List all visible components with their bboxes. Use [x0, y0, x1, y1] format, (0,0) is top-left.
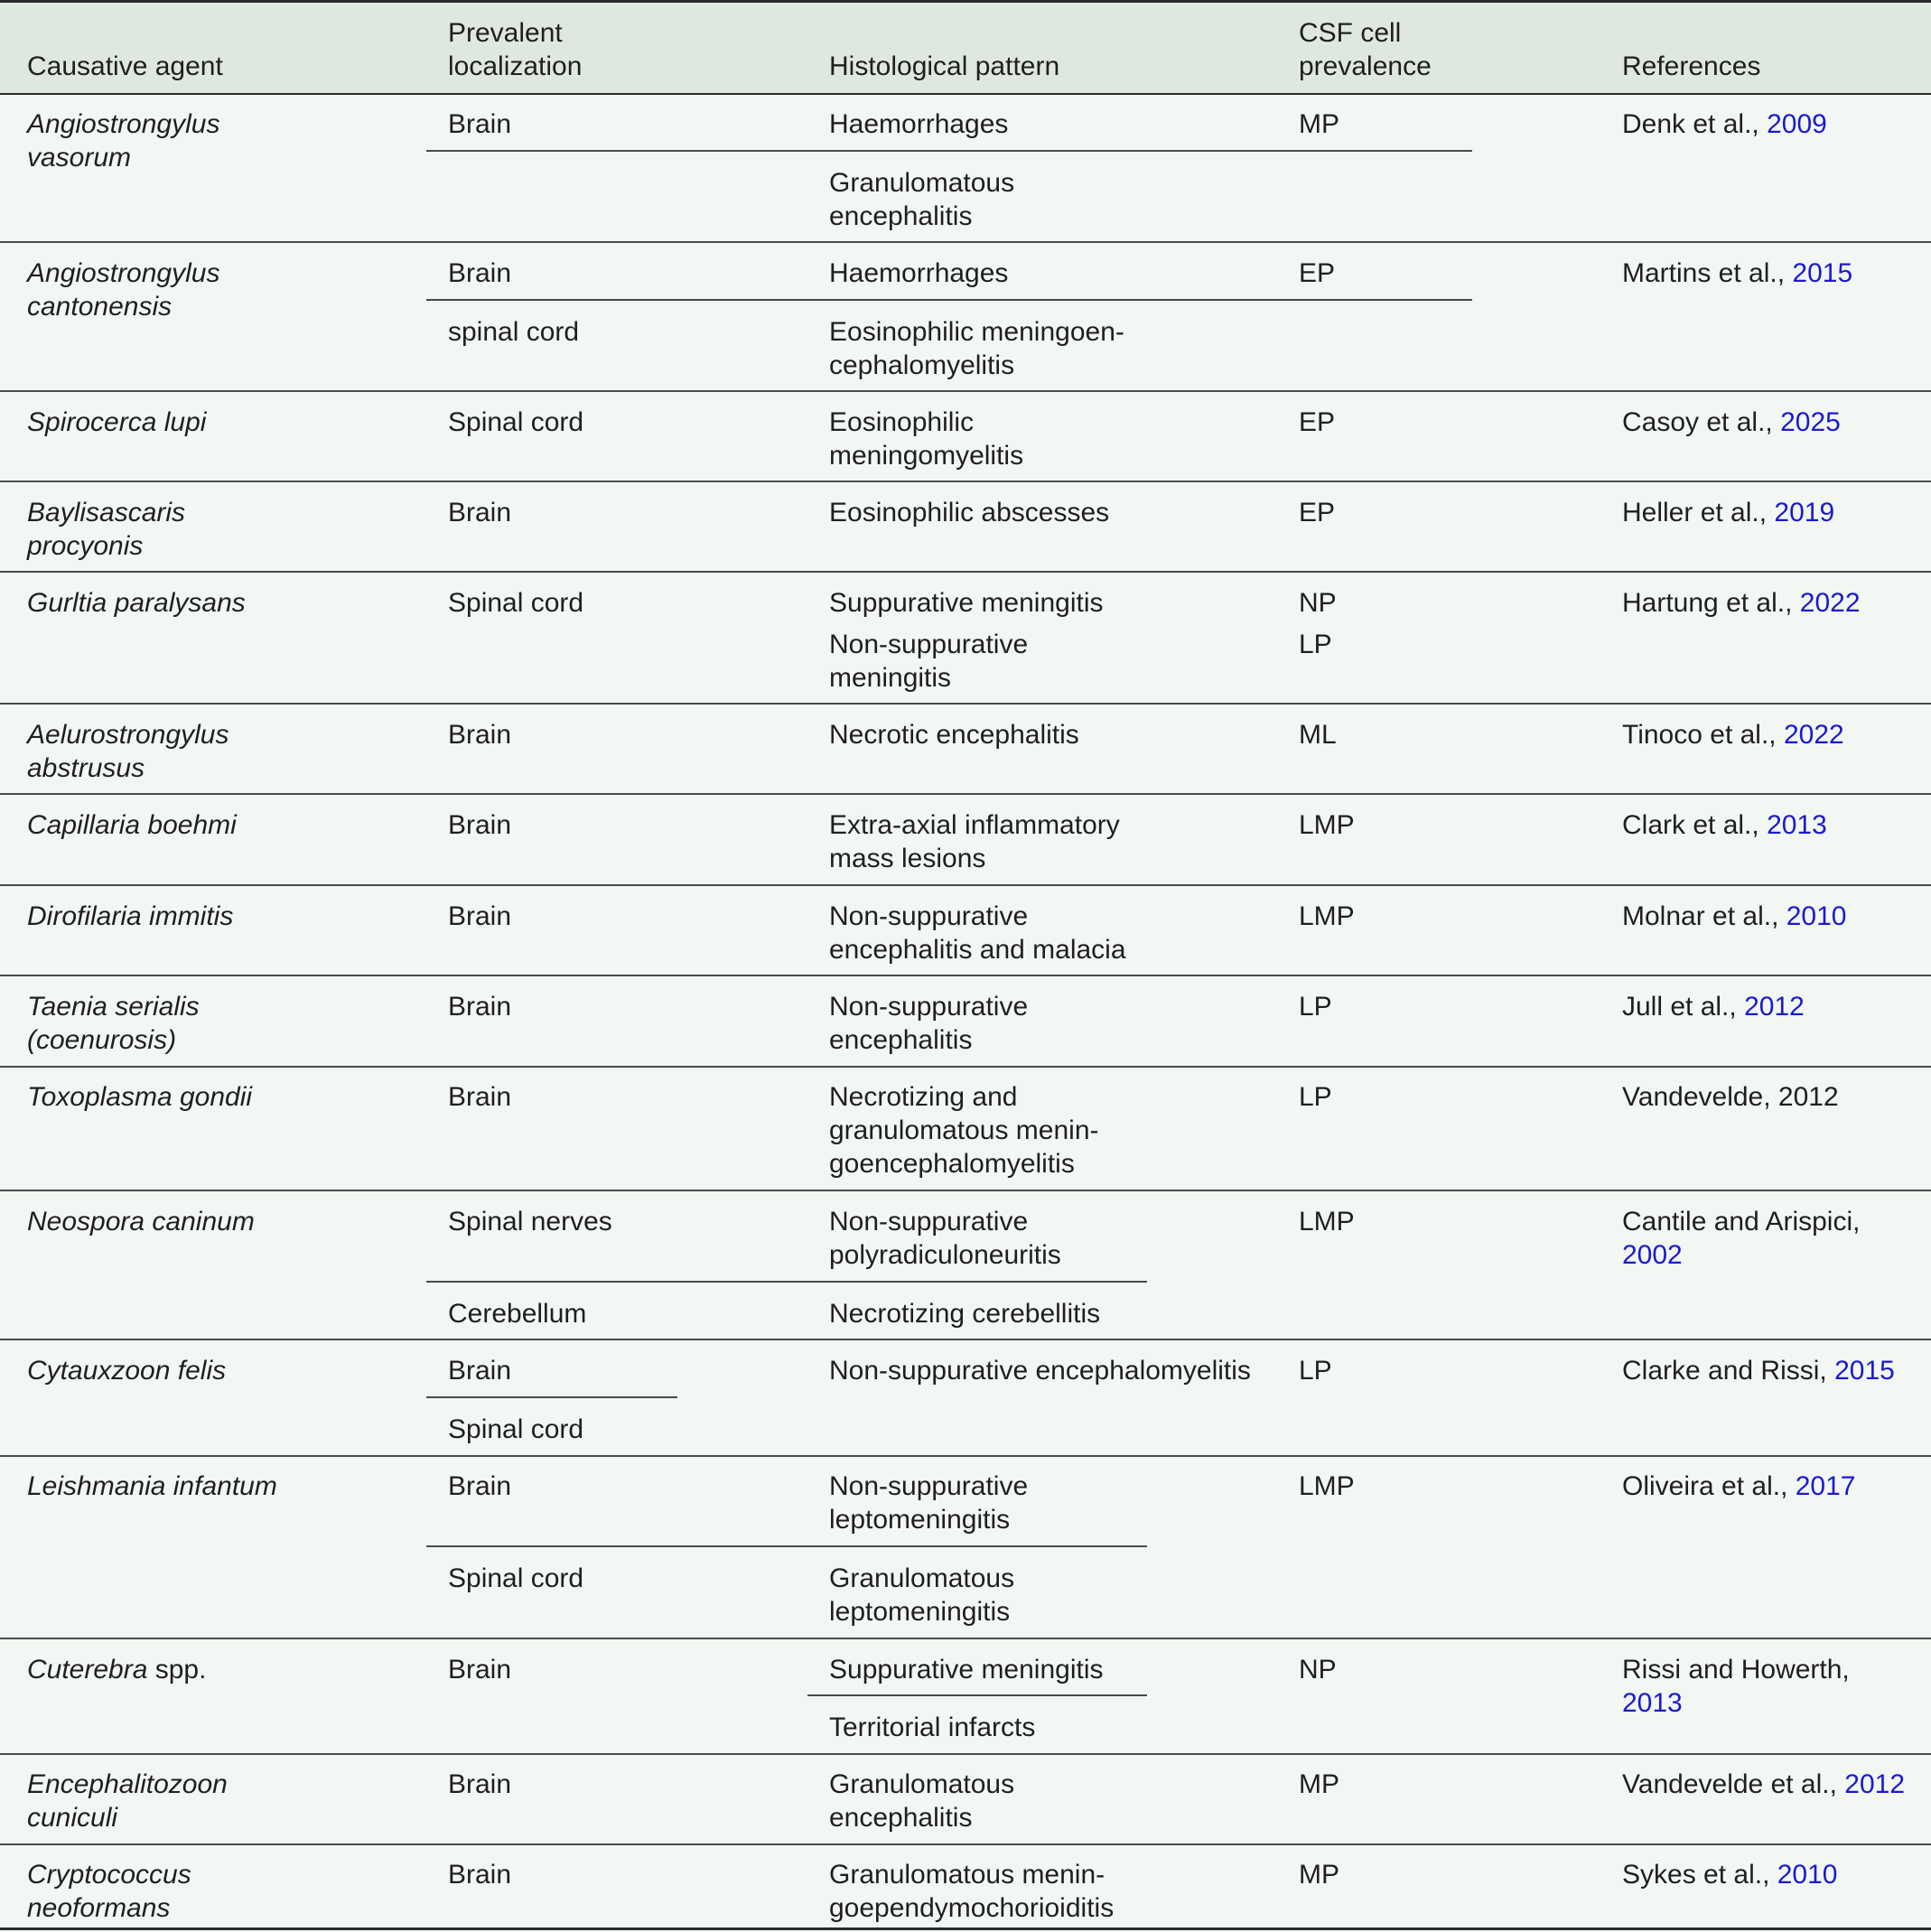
pattern-cell: Necrotic encephalitis [829, 720, 1079, 750]
csf-cell: LMP [1299, 810, 1355, 840]
reference-author: Molnar et al., [1622, 901, 1786, 931]
reference-cell [1622, 1354, 1895, 1387]
sub-divider [426, 1281, 1147, 1283]
csf-cell: EP [1299, 498, 1336, 527]
localization-cell: Brain [448, 258, 512, 288]
localization-cell: Spinal nerves [448, 1207, 612, 1237]
sub-divider [426, 150, 1472, 152]
localization-cell: Spinal cord [448, 407, 584, 437]
pattern-cell: Suppurative meningitis [829, 588, 1104, 618]
agent-name: Aelurostrongylus abstrusus [27, 720, 229, 783]
reference-year-link[interactable]: 2025 [1780, 407, 1841, 437]
agent-name: Angiostrongylus vasorum [27, 109, 220, 173]
row-divider [0, 1455, 1931, 1457]
reference-author: Casoy et al., [1622, 407, 1781, 437]
pattern-cell: Non-suppurative meningitis [829, 630, 1029, 693]
localization-cell: Brain [448, 498, 512, 527]
header-prevalent-localization: Prevalent localization [448, 18, 583, 81]
csf-cell: MP [1299, 1769, 1339, 1799]
header-csf-cell-prevalence: CSF cell prevalence [1299, 18, 1432, 81]
reference-year-link[interactable]: 2022 [1799, 588, 1861, 618]
reference-author: Cantile and Arispici, [1622, 1207, 1861, 1237]
reference-author: Martins et al., [1622, 258, 1793, 288]
reference-author: Tinoco et al., [1622, 720, 1784, 750]
pattern-cell: Suppurative meningitis [829, 1655, 1104, 1685]
agent-genus: Cuterebra [27, 1655, 148, 1685]
reference-year-link[interactable]: 2015 [1792, 258, 1853, 288]
reference-cell [1622, 718, 1844, 751]
reference-cell [1622, 1080, 1839, 1114]
reference-cell [1622, 990, 1805, 1023]
localization-cell: Spinal cord [448, 1414, 584, 1444]
table-header [0, 3, 1931, 95]
reference-cell [1622, 257, 1852, 290]
row-divider [0, 571, 1931, 573]
table-bottom-rule [0, 1927, 1931, 1930]
localization-cell: Brain [448, 109, 512, 139]
reference-cell [1622, 808, 1827, 842]
reference-year-link[interactable]: 2013 [1622, 1688, 1683, 1718]
row-divider [0, 1753, 1931, 1755]
sub-divider [807, 1694, 1147, 1696]
reference-author: Clark et al., [1622, 810, 1768, 840]
localization-cell: Brain [448, 992, 512, 1022]
csf-cell: LP [1299, 630, 1332, 659]
reference-year-link[interactable]: 2015 [1834, 1356, 1895, 1386]
csf-cell: MP [1299, 1860, 1339, 1890]
pattern-cell: Non-suppurative encephalitis [829, 992, 1029, 1055]
pattern-cell: Extra-axial inflammatory mass lesions [829, 810, 1120, 873]
reference-year-link[interactable]: 2017 [1795, 1471, 1856, 1501]
reference-year-link[interactable]: 2012 [1844, 1769, 1906, 1799]
csf-cell: LMP [1299, 1471, 1355, 1501]
row-divider [0, 481, 1931, 482]
reference-author: Rissi and Howerth, [1622, 1655, 1850, 1685]
agent-name: Spirocerca lupi [27, 407, 207, 437]
reference-author: Hartung et al., [1622, 588, 1800, 618]
reference-year-link[interactable]: 2010 [1777, 1860, 1838, 1890]
reference-cell [1622, 496, 1834, 529]
pattern-cell: Necrotizing and granulomatous menin- goencephalomyelitis [829, 1082, 1099, 1179]
row-divider [0, 1339, 1931, 1340]
reference-cell [1622, 107, 1827, 141]
row-divider [0, 703, 1931, 705]
pattern-cell: Non-suppurative encephalitis and malacia [829, 901, 1126, 965]
reference-cell [1622, 1205, 1860, 1272]
agent-name: Gurltia paralysans [27, 588, 246, 618]
row-divider [0, 390, 1931, 392]
reference-author: Vandevelde et al., [1622, 1769, 1845, 1799]
reference-cell [1622, 1470, 1855, 1503]
pattern-cell: Non-suppurative leptomeningitis [829, 1471, 1029, 1535]
agent-name: Angiostrongylus cantonensis [27, 258, 220, 322]
csf-cell: EP [1299, 407, 1336, 437]
reference-cell [1622, 900, 1847, 933]
agent-name: Capillaria boehmi [27, 810, 237, 840]
agent-name: Leishmania infantum [27, 1471, 277, 1501]
header-histological-pattern: Histological pattern [829, 51, 1060, 81]
reference-year-link[interactable]: 2019 [1774, 498, 1835, 527]
csf-cell: NP [1299, 1655, 1337, 1685]
reference-year-link[interactable]: 2009 [1767, 109, 1827, 139]
agent-name: Encephalitozoon cuniculi [27, 1769, 228, 1833]
localization-cell: Brain [448, 720, 512, 750]
pattern-cell: Haemorrhages [829, 258, 1009, 288]
reference-cell [1622, 1858, 1838, 1891]
header-causative-agent: Causative agent [27, 51, 223, 81]
localization-cell: Cerebellum [448, 1299, 587, 1329]
localization-cell: Brain [448, 1471, 512, 1501]
agent-name [27, 1653, 206, 1686]
agent-suffix: spp. [147, 1655, 207, 1685]
agent-name: Baylisascaris procyonis [27, 498, 186, 561]
reference-author: Heller et al., [1622, 498, 1775, 527]
localization-cell: Brain [448, 1356, 512, 1386]
agent-name: Neospora caninum [27, 1207, 255, 1237]
pattern-cell: Granulomatous encephalitis [829, 1769, 1015, 1833]
header-references: References [1622, 51, 1761, 81]
pattern-cell: Territorial infarcts [829, 1713, 1036, 1742]
pattern-cell: Eosinophilic abscesses [829, 498, 1110, 527]
localization-cell: Brain [448, 901, 512, 931]
csf-cell: LP [1299, 1082, 1332, 1112]
row-divider [0, 793, 1931, 795]
localization-cell: Brain [448, 1655, 512, 1685]
pattern-cell: Granulomatous encephalitis [829, 168, 1015, 231]
reference-cell [1622, 1653, 1850, 1720]
csf-cell: LMP [1299, 1207, 1355, 1237]
csf-cell: LMP [1299, 901, 1355, 931]
reference-author: Jull et al., [1622, 992, 1745, 1022]
pattern-cell: Granulomatous leptomeningitis [829, 1563, 1015, 1627]
localization-cell: Brain [448, 1769, 512, 1799]
pattern-cell: Non-suppurative encephalomyelitis [829, 1356, 1251, 1386]
row-divider [0, 241, 1931, 243]
reference-year-link[interactable]: 2002 [1622, 1240, 1683, 1270]
agent-name: Toxoplasma gondii [27, 1082, 253, 1112]
pattern-cell: Haemorrhages [829, 109, 1009, 139]
csf-cell: EP [1299, 258, 1336, 288]
agent-name: Cytauxzoon felis [27, 1356, 227, 1386]
localization-cell: Brain [448, 810, 512, 840]
reference-author: Denk et al., [1622, 109, 1768, 139]
sub-divider [426, 299, 1472, 301]
pattern-cell: Eosinophilic meningomyelitis [829, 407, 1024, 471]
row-divider [0, 975, 1931, 976]
csf-cell: LP [1299, 1356, 1332, 1386]
row-divider [0, 1066, 1931, 1068]
sub-divider [426, 1396, 677, 1398]
csf-cell: NP [1299, 588, 1337, 618]
row-divider [0, 884, 1931, 886]
localization-cell: Brain [448, 1082, 512, 1112]
reference-author: Vandevelde, 2012 [1622, 1082, 1839, 1112]
pattern-cell: Granulomatous menin- goependymochorioiditis [829, 1860, 1115, 1923]
localization-cell: Spinal cord [448, 588, 584, 618]
reference-cell [1622, 1768, 1905, 1801]
agent-name: Dirofilaria immitis [27, 901, 234, 931]
csf-cell: ML [1299, 720, 1337, 750]
pattern-cell: Eosinophilic meningoen- cephalomyelitis [829, 317, 1124, 380]
reference-author: Sykes et al., [1622, 1860, 1777, 1890]
localization-cell: spinal cord [448, 317, 580, 347]
row-divider [0, 1843, 1931, 1845]
reference-year-link[interactable]: 2013 [1767, 810, 1827, 840]
reference-author: Clarke and Rissi, [1622, 1356, 1835, 1386]
csf-cell: LP [1299, 992, 1332, 1022]
pattern-cell: Necrotizing cerebellitis [829, 1299, 1101, 1329]
row-divider [0, 1638, 1931, 1639]
sub-divider [426, 1545, 1147, 1547]
reference-year-link[interactable]: 2010 [1786, 901, 1847, 931]
localization-cell: Brain [448, 1860, 512, 1890]
reference-cell [1622, 586, 1861, 620]
pattern-cell: Non-suppurative polyradiculoneuritis [829, 1207, 1061, 1270]
csf-cell: MP [1299, 109, 1339, 139]
reference-year-link[interactable]: 2022 [1783, 720, 1844, 750]
agent-name: Cryptococcus neoformans [27, 1860, 191, 1923]
reference-year-link[interactable]: 2012 [1744, 992, 1805, 1022]
agent-name: Taenia serialis (coenurosis) [27, 992, 200, 1055]
reference-author: Oliveira et al., [1622, 1471, 1796, 1501]
row-divider [0, 1190, 1931, 1191]
reference-cell [1622, 406, 1841, 439]
localization-cell: Spinal cord [448, 1563, 584, 1593]
